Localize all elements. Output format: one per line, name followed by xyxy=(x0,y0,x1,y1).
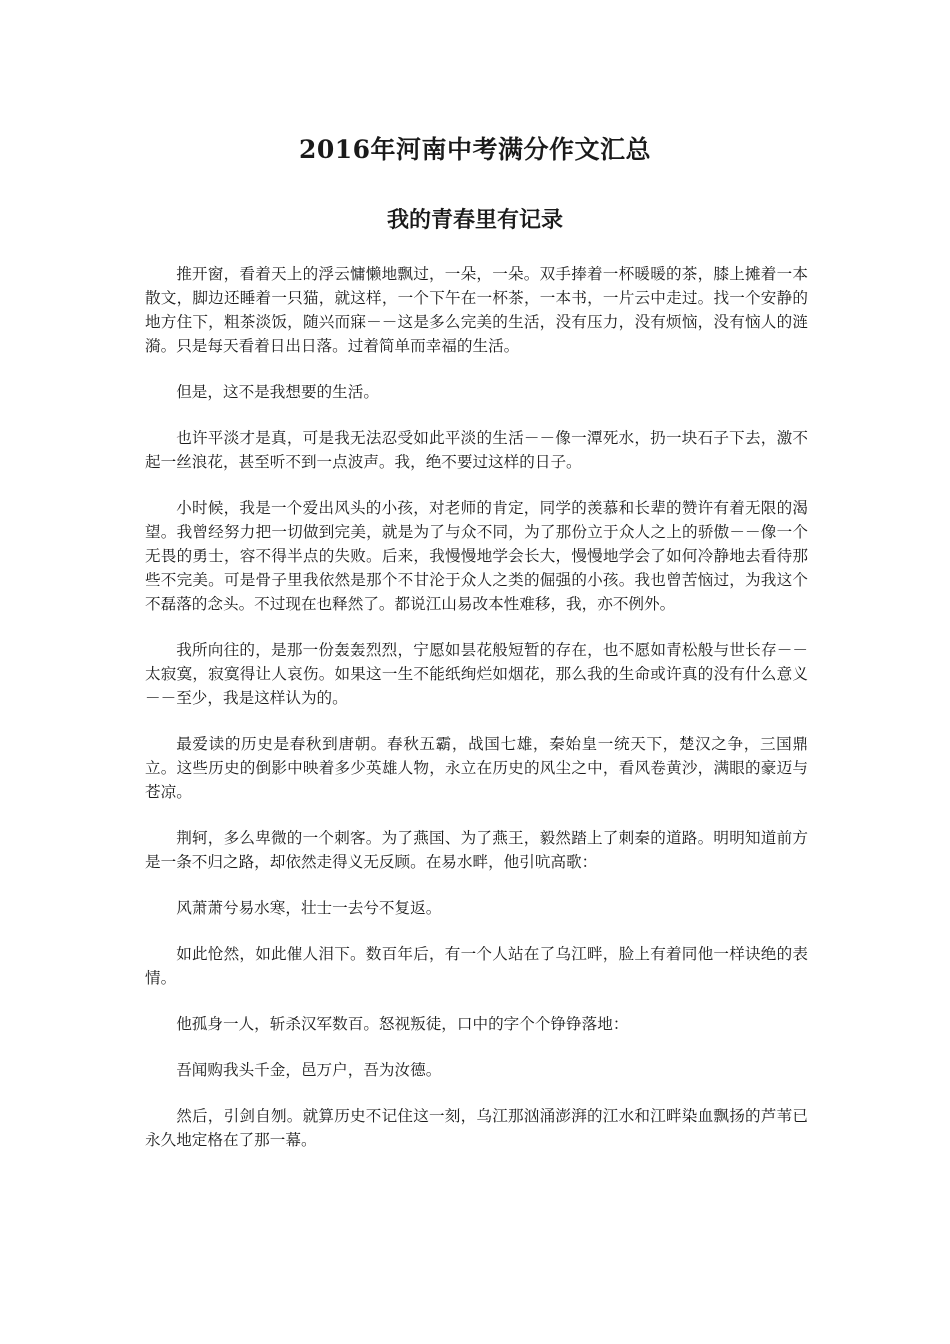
paragraph: 最爱读的历史是春秋到唐朝。春秋五霸，战国七雄，秦始皇一统天下，楚汉之争，三国鼎立。这些历史的倒影中映着多少英雄人物，永立在历史的风尘之中，看风卷黄沙，满眼的豪迈与苍凉。 xyxy=(145,735,808,801)
poem-line: 风萧萧兮易水寒，壮士一去兮不复返。 xyxy=(176,899,442,917)
paragraph: 他孤身一人，斩杀汉军数百。怒视叛徒，口中的字个个铮铮落地： xyxy=(176,1015,629,1033)
paragraph: 小时候，我是一个爱出风头的小孩，对老师的肯定，同学的羡慕和长辈的赞许有着无限的渴望。我曾经努力把一切做到完美，就是为了与众不同，为了那份立于众人之上的骄傲－－像一个无畏的勇士，容不得半点的失败。后来，我慢慢地学会长大，慢慢地学会了如何冷静地去看待那些不完美。可是骨子里我依然是那个不甘沦于众人之类的倔强的小孩。我也曾苦恼过，为我这个不磊落的念头。不过现在也释然了。都说江山易改本性难移，我，亦不例外。 xyxy=(145,499,808,613)
paragraph: 然后，引剑自刎。就算历史不记住这一刻，乌江那汹涌澎湃的江水和江畔染血飘扬的芦苇已永久地定格在了那一幕。 xyxy=(145,1107,808,1149)
paragraph: 推开窗，看着天上的浮云慵懒地飘过，一朵，一朵。双手捧着一杯暖暖的茶，膝上摊着一本散文，脚边还睡着一只猫，就这样，一个下午在一杯茶，一本书，一片云中走过。找一个安静的地方住下，粗茶淡饭，随兴而寐－－这是多么完美的生活，没有压力，没有烦恼，没有恼人的涟漪。只是每天看着日出日落。过着简单而幸福的生活。 xyxy=(145,265,808,355)
paragraph: 我所向往的，是那一份轰轰烈烈，宁愿如昙花般短暂的存在，也不愿如青松般与世长存－－太寂寞，寂寞得让人哀伤。如果这一生不能纸绚烂如烟花，那么我的生命或许真的没有什么意义－－至少，我是这样认为的。 xyxy=(145,641,808,707)
document-title: 2016年河南中考满分作文汇总 xyxy=(298,135,652,164)
paragraph: 也许平淡才是真，可是我无法忍受如此平淡的生活－－像一潭死水，扔一块石子下去，激不起一丝浪花，甚至听不到一点波声。我，绝不要过这样的日子。 xyxy=(145,429,808,471)
essay-title: 我的青春里有记录 xyxy=(386,207,563,233)
paragraph: 荆轲，多么卑微的一个刺客。为了燕国、为了燕王，毅然踏上了刺秦的道路。明明知道前方是一条不归之路，却依然走得义无反顾。在易水畔，他引吭高歌： xyxy=(145,829,808,871)
quote-line: 吾闻购我头千金，邑万户，吾为汝德。 xyxy=(176,1061,442,1079)
paragraph: 如此怆然，如此催人泪下。数百年后，有一个人站在了乌江畔，脸上有着同他一样诀绝的表情。 xyxy=(145,945,808,987)
essay-body xyxy=(145,262,808,1174)
paragraph: 但是，这不是我想要的生活。 xyxy=(176,383,379,401)
